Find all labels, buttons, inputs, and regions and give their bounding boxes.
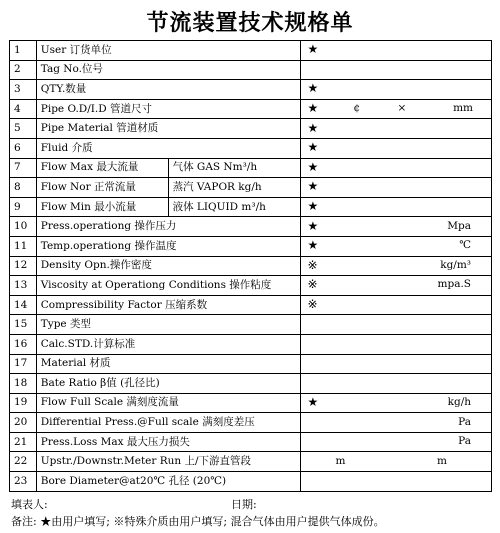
row-flow-unit: 气体 GAS Nm³/h	[168, 158, 301, 178]
required-mark: ★	[307, 179, 319, 194]
row-label: Tag No.位号	[36, 60, 301, 80]
row-label: Type 类型	[36, 315, 301, 335]
required-mark: ★	[307, 159, 319, 174]
table-row	[10, 452, 492, 472]
unit-label: m	[437, 454, 447, 467]
unit-label: mm	[453, 102, 473, 115]
row-number: 9	[10, 197, 37, 217]
unit-label: Pa	[458, 415, 471, 428]
row-value-cell[interactable]	[301, 334, 492, 354]
table-row	[10, 354, 492, 374]
required-mark: ※	[307, 277, 318, 292]
row-number: 16	[10, 334, 37, 354]
row-label: Temp.operationg 操作温度	[36, 236, 301, 256]
row-number: 18	[10, 374, 37, 394]
row-number: 14	[10, 295, 37, 315]
row-number: 20	[10, 413, 37, 433]
diameter-symbol: ¢	[353, 102, 361, 115]
table-row	[10, 315, 492, 335]
row-number: 5	[10, 119, 37, 139]
row-number: 4	[10, 99, 37, 119]
row-number: 11	[10, 236, 37, 256]
table-row	[10, 178, 492, 198]
row-value-cell[interactable]	[301, 315, 492, 335]
row-label: Flow Full Scale 满刻度流量	[36, 393, 301, 413]
table-row	[10, 393, 492, 413]
row-number: 15	[10, 315, 37, 335]
table-row	[10, 374, 492, 394]
row-label: Bate Ratio β值 (孔径比)	[36, 374, 301, 394]
required-mark: ★	[307, 42, 319, 57]
row-value-cell[interactable]	[301, 413, 492, 433]
row-value-cell[interactable]	[301, 432, 492, 452]
row-label: Pipe O.D/I.D 管道尺寸	[36, 99, 301, 119]
row-label: Press.operationg 操作压力	[36, 217, 301, 237]
row-label: Flow Nor 正常流量	[36, 178, 168, 198]
row-label: Upstr./Downstr.Meter Run 上/下游直管段	[36, 452, 301, 472]
required-mark: ※	[307, 257, 318, 272]
table-row	[10, 276, 492, 296]
required-mark: ★	[307, 199, 319, 214]
row-number: 7	[10, 158, 37, 178]
form-title: 节流装置技术规格单	[146, 10, 354, 36]
row-value-cell[interactable]	[301, 197, 492, 217]
footer-note: 备注: ★由用户填写; ※特殊介质由用户填写; 混合气体由用户提供气体成份。	[11, 515, 385, 528]
row-value-cell[interactable]	[301, 256, 492, 276]
row-flow-unit: 液体 LIQUID m³/h	[168, 197, 301, 217]
row-number: 10	[10, 217, 37, 237]
row-value-cell[interactable]	[301, 158, 492, 178]
row-label: Compressibility Factor 压缩系数	[36, 295, 301, 315]
table-row	[10, 60, 492, 80]
row-value-cell[interactable]	[301, 217, 492, 237]
row-value-cell[interactable]	[301, 138, 492, 158]
row-value-cell[interactable]	[301, 236, 492, 256]
row-number: 19	[10, 393, 37, 413]
required-mark: ★	[307, 140, 319, 155]
row-value-cell[interactable]	[301, 99, 492, 119]
table-row	[10, 236, 492, 256]
row-value-cell[interactable]	[301, 80, 492, 100]
row-label: Viscosity at Operationg Conditions 操作粘度	[36, 276, 301, 296]
table-row	[10, 138, 492, 158]
footer-signature-line	[11, 496, 257, 512]
row-value-cell[interactable]	[301, 374, 492, 394]
table-row	[10, 217, 492, 237]
row-number: 8	[10, 178, 37, 198]
row-label: Calc.STD.计算标准	[36, 334, 301, 354]
date-label: 日期:	[231, 498, 257, 511]
spec-table	[9, 40, 492, 492]
row-number: 6	[10, 138, 37, 158]
row-number: 1	[10, 41, 37, 61]
required-mark: ※	[307, 297, 318, 312]
row-number: 17	[10, 354, 37, 374]
required-mark: ★	[307, 394, 319, 409]
table-row	[10, 472, 492, 492]
required-mark: ★	[307, 101, 319, 116]
row-label: Fluid 介质	[36, 138, 301, 158]
table-row	[10, 432, 492, 452]
row-value-cell[interactable]	[301, 119, 492, 139]
table-row	[10, 41, 492, 61]
table-row	[10, 334, 492, 354]
required-mark: ★	[307, 218, 319, 233]
row-value-cell[interactable]	[301, 178, 492, 198]
table-row	[10, 295, 492, 315]
row-value-cell[interactable]	[301, 354, 492, 374]
table-row	[10, 413, 492, 433]
row-number: 12	[10, 256, 37, 276]
row-label: QTY.数量	[36, 80, 301, 100]
times-symbol: ×	[397, 102, 407, 115]
unit-label: kg/m³	[440, 258, 471, 271]
row-value-cell[interactable]	[301, 452, 492, 472]
row-number: 22	[10, 452, 37, 472]
row-label: Bore Diameter@at20℃ 孔径 (20℃)	[36, 472, 301, 492]
table-row	[10, 119, 492, 139]
row-label: Material 材质	[36, 354, 301, 374]
required-mark: ★	[307, 238, 319, 253]
table-row	[10, 158, 492, 178]
required-mark: ★	[307, 120, 319, 135]
unit-label: Pa	[458, 435, 471, 448]
row-value-cell[interactable]	[301, 41, 492, 61]
unit-label: ℃	[459, 239, 471, 252]
row-label: User 订货单位	[36, 41, 301, 61]
table-row	[10, 197, 492, 217]
row-label: Press.Loss Max 最大压力损失	[36, 432, 301, 452]
row-label: Differential Press.@Full scale 满刻度差压	[36, 413, 301, 433]
row-label: Pipe Material 管道材质	[36, 119, 301, 139]
required-mark: ★	[307, 81, 319, 96]
unit-label: Mpa	[447, 219, 471, 232]
row-value-cell[interactable]	[301, 60, 492, 80]
row-value-cell[interactable]	[301, 276, 492, 296]
row-value-cell[interactable]	[301, 472, 492, 492]
row-label: Density Opn.操作密度	[36, 256, 301, 276]
row-value-cell[interactable]	[301, 295, 492, 315]
filler-label: 填表人:	[11, 498, 48, 511]
row-value-cell[interactable]	[301, 393, 492, 413]
row-number: 2	[10, 60, 37, 80]
unit-label: kg/h	[447, 395, 471, 408]
row-number: 3	[10, 80, 37, 100]
row-number: 23	[10, 472, 37, 492]
row-label: Flow Min 最小流量	[36, 197, 168, 217]
unit-label: mpa.S	[437, 278, 471, 291]
row-number: 21	[10, 432, 37, 452]
table-row	[10, 99, 492, 119]
row-number: 13	[10, 276, 37, 296]
row-flow-unit: 蒸汽 VAPOR kg/h	[168, 178, 301, 198]
table-row	[10, 256, 492, 276]
upstream-unit: m	[335, 454, 346, 467]
table-row	[10, 80, 492, 100]
row-label: Flow Max 最大流量	[36, 158, 168, 178]
